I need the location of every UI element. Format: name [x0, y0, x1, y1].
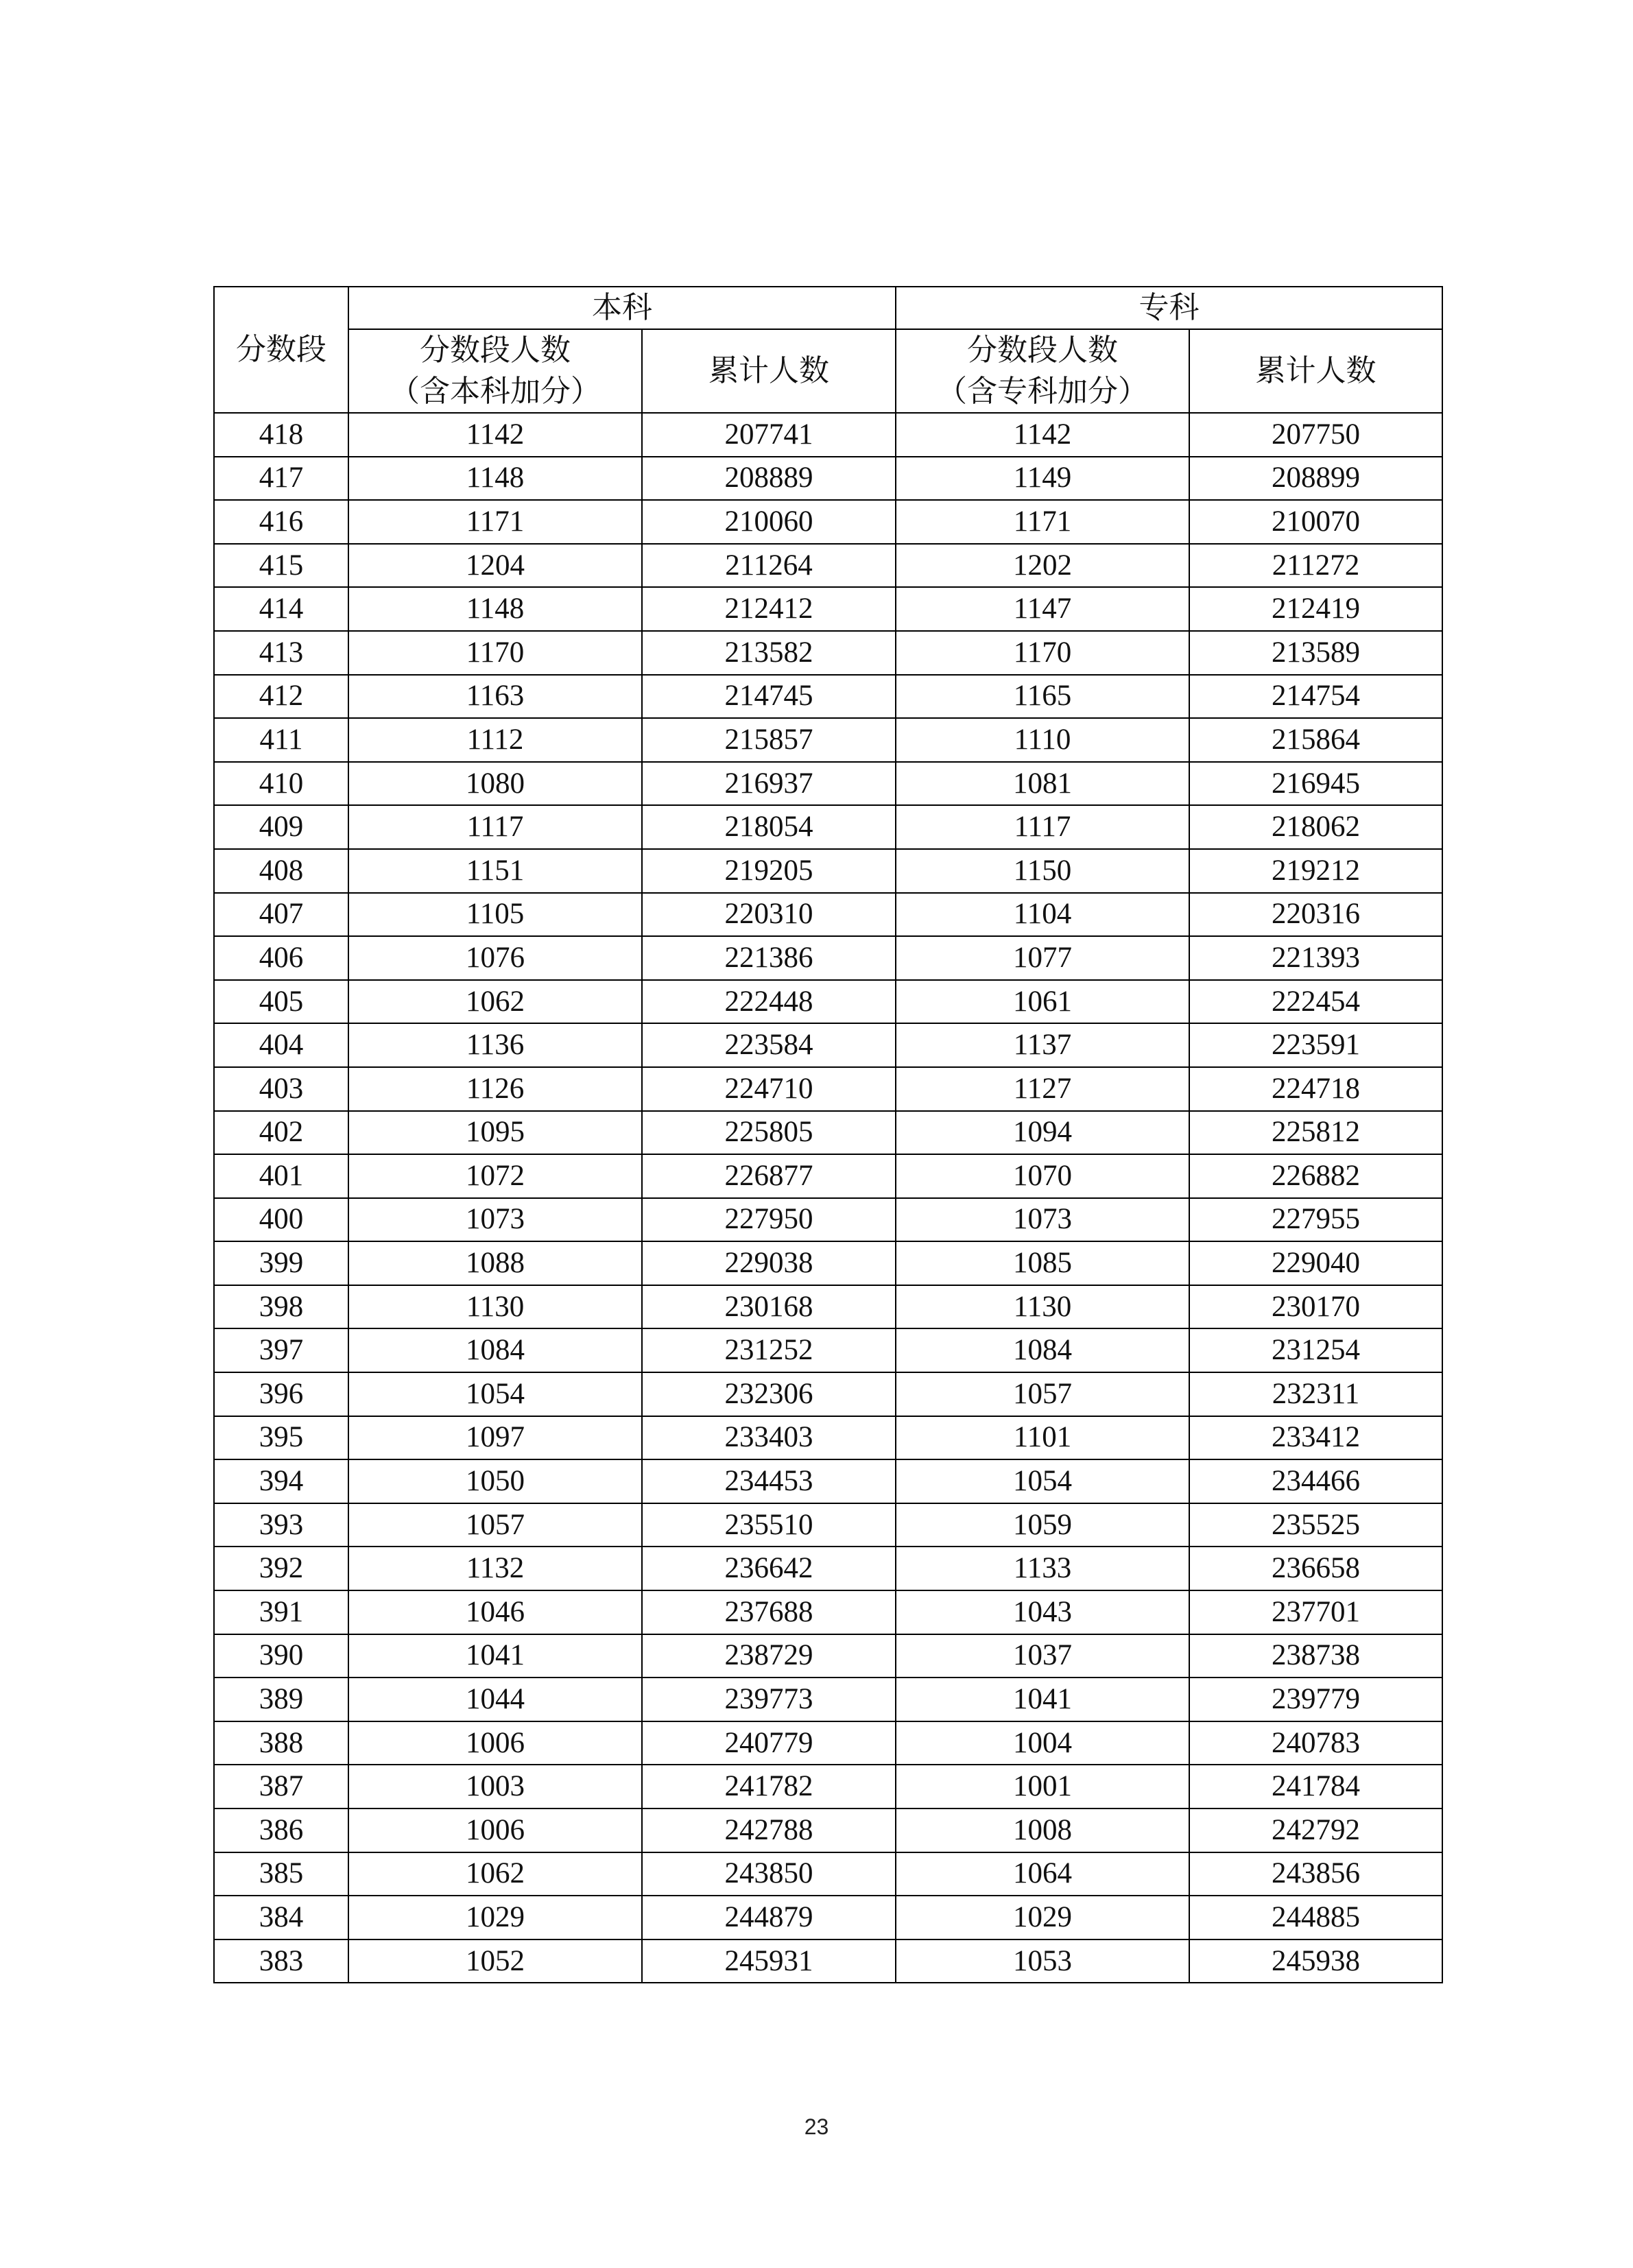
header-undergrad-count-line1: 分数段人数: [420, 333, 571, 368]
header-undergrad-group: 本科: [348, 287, 896, 329]
table-row: [214, 980, 1442, 1024]
undergrad-cumulative-cell: 221386: [642, 936, 896, 980]
undergrad-count-cell: 1044: [348, 1678, 642, 1721]
undergrad-count-cell: 1062: [348, 980, 642, 1024]
junior-count-cell: 1073: [896, 1198, 1189, 1242]
junior-count-cell: 1171: [896, 500, 1189, 544]
junior-cumulative-cell: 235525: [1189, 1503, 1442, 1547]
junior-cumulative-cell: 242792: [1189, 1809, 1442, 1852]
score-cell: 412: [214, 675, 348, 719]
table-row: [214, 1154, 1442, 1198]
undergrad-cumulative-cell: 235510: [642, 1503, 896, 1547]
junior-cumulative-cell: 212419: [1189, 587, 1442, 631]
junior-count-cell: 1133: [896, 1547, 1189, 1590]
header-junior-cumulative: 累计人数: [1189, 329, 1442, 413]
header-junior-group: 专科: [896, 287, 1442, 329]
junior-count-cell: 1053: [896, 1939, 1189, 1983]
junior-count-cell: 1142: [896, 413, 1189, 457]
junior-count-cell: 1004: [896, 1721, 1189, 1765]
undergrad-cumulative-cell: 240779: [642, 1721, 896, 1765]
header-score-band: 分数段: [214, 287, 348, 413]
junior-cumulative-cell: 240783: [1189, 1721, 1442, 1765]
junior-count-cell: 1064: [896, 1852, 1189, 1896]
junior-cumulative-cell: 244885: [1189, 1896, 1442, 1939]
junior-cumulative-cell: 231254: [1189, 1328, 1442, 1372]
table-row: [214, 675, 1442, 719]
table-row: [214, 1678, 1442, 1721]
undergrad-cumulative-cell: 241782: [642, 1765, 896, 1809]
table-row: [214, 1328, 1442, 1372]
undergrad-cumulative-cell: 210060: [642, 500, 896, 544]
junior-cumulative-cell: 229040: [1189, 1241, 1442, 1285]
junior-cumulative-cell: 224718: [1189, 1067, 1442, 1111]
table-row: [214, 457, 1442, 501]
score-cell: 418: [214, 413, 348, 457]
junior-count-cell: 1081: [896, 762, 1189, 806]
table-row: [214, 718, 1442, 762]
table-row: [214, 544, 1442, 588]
junior-cumulative-cell: 241784: [1189, 1765, 1442, 1809]
undergrad-count-cell: 1052: [348, 1939, 642, 1983]
junior-count-cell: 1037: [896, 1634, 1189, 1678]
undergrad-cumulative-cell: 220310: [642, 893, 896, 937]
junior-cumulative-cell: 234466: [1189, 1459, 1442, 1503]
score-cell: 401: [214, 1154, 348, 1198]
undergrad-count-cell: 1148: [348, 587, 642, 631]
score-distribution-table: [213, 286, 1443, 1983]
undergrad-count-cell: 1126: [348, 1067, 642, 1111]
undergrad-count-cell: 1130: [348, 1285, 642, 1329]
undergrad-cumulative-cell: 245931: [642, 1939, 896, 1983]
junior-count-cell: 1165: [896, 675, 1189, 719]
junior-count-cell: 1061: [896, 980, 1189, 1024]
undergrad-cumulative-cell: 233403: [642, 1416, 896, 1460]
score-cell: 385: [214, 1852, 348, 1896]
header-undergrad-count: [348, 329, 642, 413]
table-row: [214, 1111, 1442, 1155]
score-cell: 396: [214, 1372, 348, 1416]
table-body: [214, 413, 1442, 1983]
undergrad-cumulative-cell: 215857: [642, 718, 896, 762]
junior-count-cell: 1077: [896, 936, 1189, 980]
undergrad-cumulative-cell: 238729: [642, 1634, 896, 1678]
undergrad-count-cell: 1084: [348, 1328, 642, 1372]
score-cell: 395: [214, 1416, 348, 1460]
undergrad-cumulative-cell: 231252: [642, 1328, 896, 1372]
junior-cumulative-cell: 243856: [1189, 1852, 1442, 1896]
undergrad-cumulative-cell: 234453: [642, 1459, 896, 1503]
junior-count-cell: 1094: [896, 1111, 1189, 1155]
undergrad-count-cell: 1080: [348, 762, 642, 806]
table-row: [214, 587, 1442, 631]
junior-cumulative-cell: 216945: [1189, 762, 1442, 806]
page-number: 23: [804, 2114, 829, 2139]
undergrad-count-cell: 1097: [348, 1416, 642, 1460]
undergrad-count-cell: 1095: [348, 1111, 642, 1155]
junior-count-cell: 1149: [896, 457, 1189, 501]
table-row: [214, 1547, 1442, 1590]
junior-count-cell: 1084: [896, 1328, 1189, 1372]
header-undergrad-count-line2: （含本科加分）: [390, 374, 601, 409]
undergrad-cumulative-cell: 243850: [642, 1852, 896, 1896]
table-row: [214, 1241, 1442, 1285]
score-cell: 415: [214, 544, 348, 588]
undergrad-cumulative-cell: 237688: [642, 1590, 896, 1634]
undergrad-count-cell: 1073: [348, 1198, 642, 1242]
junior-count-cell: 1085: [896, 1241, 1189, 1285]
undergrad-count-cell: 1142: [348, 413, 642, 457]
score-cell: 389: [214, 1678, 348, 1721]
undergrad-count-cell: 1117: [348, 805, 642, 849]
table-row: [214, 1372, 1442, 1416]
table-row: [214, 1198, 1442, 1242]
junior-cumulative-cell: 226882: [1189, 1154, 1442, 1198]
undergrad-cumulative-cell: 213582: [642, 631, 896, 675]
table-row: [214, 1721, 1442, 1765]
score-cell: 393: [214, 1503, 348, 1547]
junior-cumulative-cell: 232311: [1189, 1372, 1442, 1416]
undergrad-count-cell: 1105: [348, 893, 642, 937]
junior-count-cell: 1029: [896, 1896, 1189, 1939]
table-row: [214, 893, 1442, 937]
header-junior-count-line1: 分数段人数: [967, 333, 1118, 368]
junior-count-cell: 1054: [896, 1459, 1189, 1503]
junior-cumulative-cell: 218062: [1189, 805, 1442, 849]
score-cell: 399: [214, 1241, 348, 1285]
undergrad-count-cell: 1076: [348, 936, 642, 980]
undergrad-count-cell: 1088: [348, 1241, 642, 1285]
table-row: [214, 1285, 1442, 1329]
junior-cumulative-cell: 245938: [1189, 1939, 1442, 1983]
undergrad-count-cell: 1151: [348, 849, 642, 893]
junior-cumulative-cell: 213589: [1189, 631, 1442, 675]
undergrad-count-cell: 1006: [348, 1721, 642, 1765]
score-cell: 398: [214, 1285, 348, 1329]
undergrad-count-cell: 1041: [348, 1634, 642, 1678]
score-cell: 392: [214, 1547, 348, 1590]
score-cell: 387: [214, 1765, 348, 1809]
table-row: [214, 1023, 1442, 1067]
undergrad-cumulative-cell: 242788: [642, 1809, 896, 1852]
score-cell: 403: [214, 1067, 348, 1111]
table-row: [214, 1896, 1442, 1939]
score-cell: 394: [214, 1459, 348, 1503]
junior-cumulative-cell: 239779: [1189, 1678, 1442, 1721]
score-cell: 383: [214, 1939, 348, 1983]
junior-cumulative-cell: 221393: [1189, 936, 1442, 980]
undergrad-cumulative-cell: 224710: [642, 1067, 896, 1111]
score-cell: 411: [214, 718, 348, 762]
score-cell: 410: [214, 762, 348, 806]
junior-count-cell: 1001: [896, 1765, 1189, 1809]
undergrad-count-cell: 1171: [348, 500, 642, 544]
table-row: [214, 1459, 1442, 1503]
table-row: [214, 1634, 1442, 1678]
header-undergrad-cumulative: 累计人数: [642, 329, 896, 413]
table-row: [214, 805, 1442, 849]
table-row: [214, 1765, 1442, 1809]
table-row: [214, 1939, 1442, 1983]
score-cell: 391: [214, 1590, 348, 1634]
score-cell: 386: [214, 1809, 348, 1852]
undergrad-count-cell: 1046: [348, 1590, 642, 1634]
junior-count-cell: 1110: [896, 718, 1189, 762]
table-row: [214, 849, 1442, 893]
junior-cumulative-cell: 211272: [1189, 544, 1442, 588]
undergrad-cumulative-cell: 218054: [642, 805, 896, 849]
undergrad-cumulative-cell: 216937: [642, 762, 896, 806]
undergrad-cumulative-cell: 225805: [642, 1111, 896, 1155]
undergrad-count-cell: 1050: [348, 1459, 642, 1503]
score-cell: 407: [214, 893, 348, 937]
junior-count-cell: 1137: [896, 1023, 1189, 1067]
junior-count-cell: 1117: [896, 805, 1189, 849]
score-cell: 416: [214, 500, 348, 544]
score-cell: 400: [214, 1198, 348, 1242]
junior-count-cell: 1008: [896, 1809, 1189, 1852]
table-row: [214, 413, 1442, 457]
table-row: [214, 936, 1442, 980]
undergrad-count-cell: 1170: [348, 631, 642, 675]
undergrad-cumulative-cell: 211264: [642, 544, 896, 588]
undergrad-cumulative-cell: 230168: [642, 1285, 896, 1329]
undergrad-count-cell: 1054: [348, 1372, 642, 1416]
undergrad-cumulative-cell: 212412: [642, 587, 896, 631]
score-cell: 408: [214, 849, 348, 893]
junior-cumulative-cell: 238738: [1189, 1634, 1442, 1678]
junior-cumulative-cell: 230170: [1189, 1285, 1442, 1329]
table-row: [214, 1503, 1442, 1547]
junior-count-cell: 1043: [896, 1590, 1189, 1634]
undergrad-count-cell: 1136: [348, 1023, 642, 1067]
score-cell: 388: [214, 1721, 348, 1765]
score-cell: 417: [214, 457, 348, 501]
undergrad-count-cell: 1057: [348, 1503, 642, 1547]
junior-cumulative-cell: 227955: [1189, 1198, 1442, 1242]
junior-cumulative-cell: 220316: [1189, 893, 1442, 937]
junior-count-cell: 1057: [896, 1372, 1189, 1416]
score-cell: 405: [214, 980, 348, 1024]
junior-cumulative-cell: 223591: [1189, 1023, 1442, 1067]
undergrad-cumulative-cell: 222448: [642, 980, 896, 1024]
table-row: [214, 1852, 1442, 1896]
junior-count-cell: 1202: [896, 544, 1189, 588]
junior-cumulative-cell: 237701: [1189, 1590, 1442, 1634]
junior-count-cell: 1150: [896, 849, 1189, 893]
junior-count-cell: 1041: [896, 1678, 1189, 1721]
table-row: [214, 631, 1442, 675]
junior-cumulative-cell: 214754: [1189, 675, 1442, 719]
undergrad-count-cell: 1003: [348, 1765, 642, 1809]
undergrad-count-cell: 1006: [348, 1809, 642, 1852]
junior-cumulative-cell: 225812: [1189, 1111, 1442, 1155]
junior-count-cell: 1147: [896, 587, 1189, 631]
score-cell: 409: [214, 805, 348, 849]
score-cell: 413: [214, 631, 348, 675]
junior-cumulative-cell: 236658: [1189, 1547, 1442, 1590]
undergrad-count-cell: 1204: [348, 544, 642, 588]
junior-cumulative-cell: 215864: [1189, 718, 1442, 762]
junior-count-cell: 1104: [896, 893, 1189, 937]
junior-cumulative-cell: 219212: [1189, 849, 1442, 893]
undergrad-count-cell: 1029: [348, 1896, 642, 1939]
junior-count-cell: 1059: [896, 1503, 1189, 1547]
undergrad-cumulative-cell: 226877: [642, 1154, 896, 1198]
undergrad-cumulative-cell: 239773: [642, 1678, 896, 1721]
table-row: [214, 1590, 1442, 1634]
undergrad-cumulative-cell: 236642: [642, 1547, 896, 1590]
junior-cumulative-cell: 210070: [1189, 500, 1442, 544]
junior-cumulative-cell: 208899: [1189, 457, 1442, 501]
undergrad-cumulative-cell: 244879: [642, 1896, 896, 1939]
header-junior-count-line2: （含专科加分）: [937, 374, 1148, 409]
undergrad-count-cell: 1112: [348, 718, 642, 762]
junior-count-cell: 1170: [896, 631, 1189, 675]
undergrad-count-cell: 1163: [348, 675, 642, 719]
junior-count-cell: 1101: [896, 1416, 1189, 1460]
score-cell: 406: [214, 936, 348, 980]
score-cell: 414: [214, 587, 348, 631]
undergrad-cumulative-cell: 207741: [642, 413, 896, 457]
junior-count-cell: 1127: [896, 1067, 1189, 1111]
undergrad-cumulative-cell: 219205: [642, 849, 896, 893]
undergrad-cumulative-cell: 227950: [642, 1198, 896, 1242]
table-row: [214, 1809, 1442, 1852]
undergrad-cumulative-cell: 223584: [642, 1023, 896, 1067]
score-cell: 397: [214, 1328, 348, 1372]
junior-cumulative-cell: 207750: [1189, 413, 1442, 457]
score-cell: 402: [214, 1111, 348, 1155]
junior-cumulative-cell: 233412: [1189, 1416, 1442, 1460]
undergrad-count-cell: 1062: [348, 1852, 642, 1896]
junior-count-cell: 1070: [896, 1154, 1189, 1198]
undergrad-count-cell: 1072: [348, 1154, 642, 1198]
undergrad-cumulative-cell: 214745: [642, 675, 896, 719]
junior-cumulative-cell: 222454: [1189, 980, 1442, 1024]
undergrad-cumulative-cell: 208889: [642, 457, 896, 501]
table-row: [214, 1067, 1442, 1111]
score-cell: 404: [214, 1023, 348, 1067]
undergrad-cumulative-cell: 229038: [642, 1241, 896, 1285]
score-cell: 390: [214, 1634, 348, 1678]
header-junior-count: [896, 329, 1189, 413]
table-row: [214, 1416, 1442, 1460]
undergrad-cumulative-cell: 232306: [642, 1372, 896, 1416]
junior-count-cell: 1130: [896, 1285, 1189, 1329]
table-row: [214, 762, 1442, 806]
table-row: [214, 500, 1442, 544]
undergrad-count-cell: 1132: [348, 1547, 642, 1590]
score-cell: 384: [214, 1896, 348, 1939]
undergrad-count-cell: 1148: [348, 457, 642, 501]
